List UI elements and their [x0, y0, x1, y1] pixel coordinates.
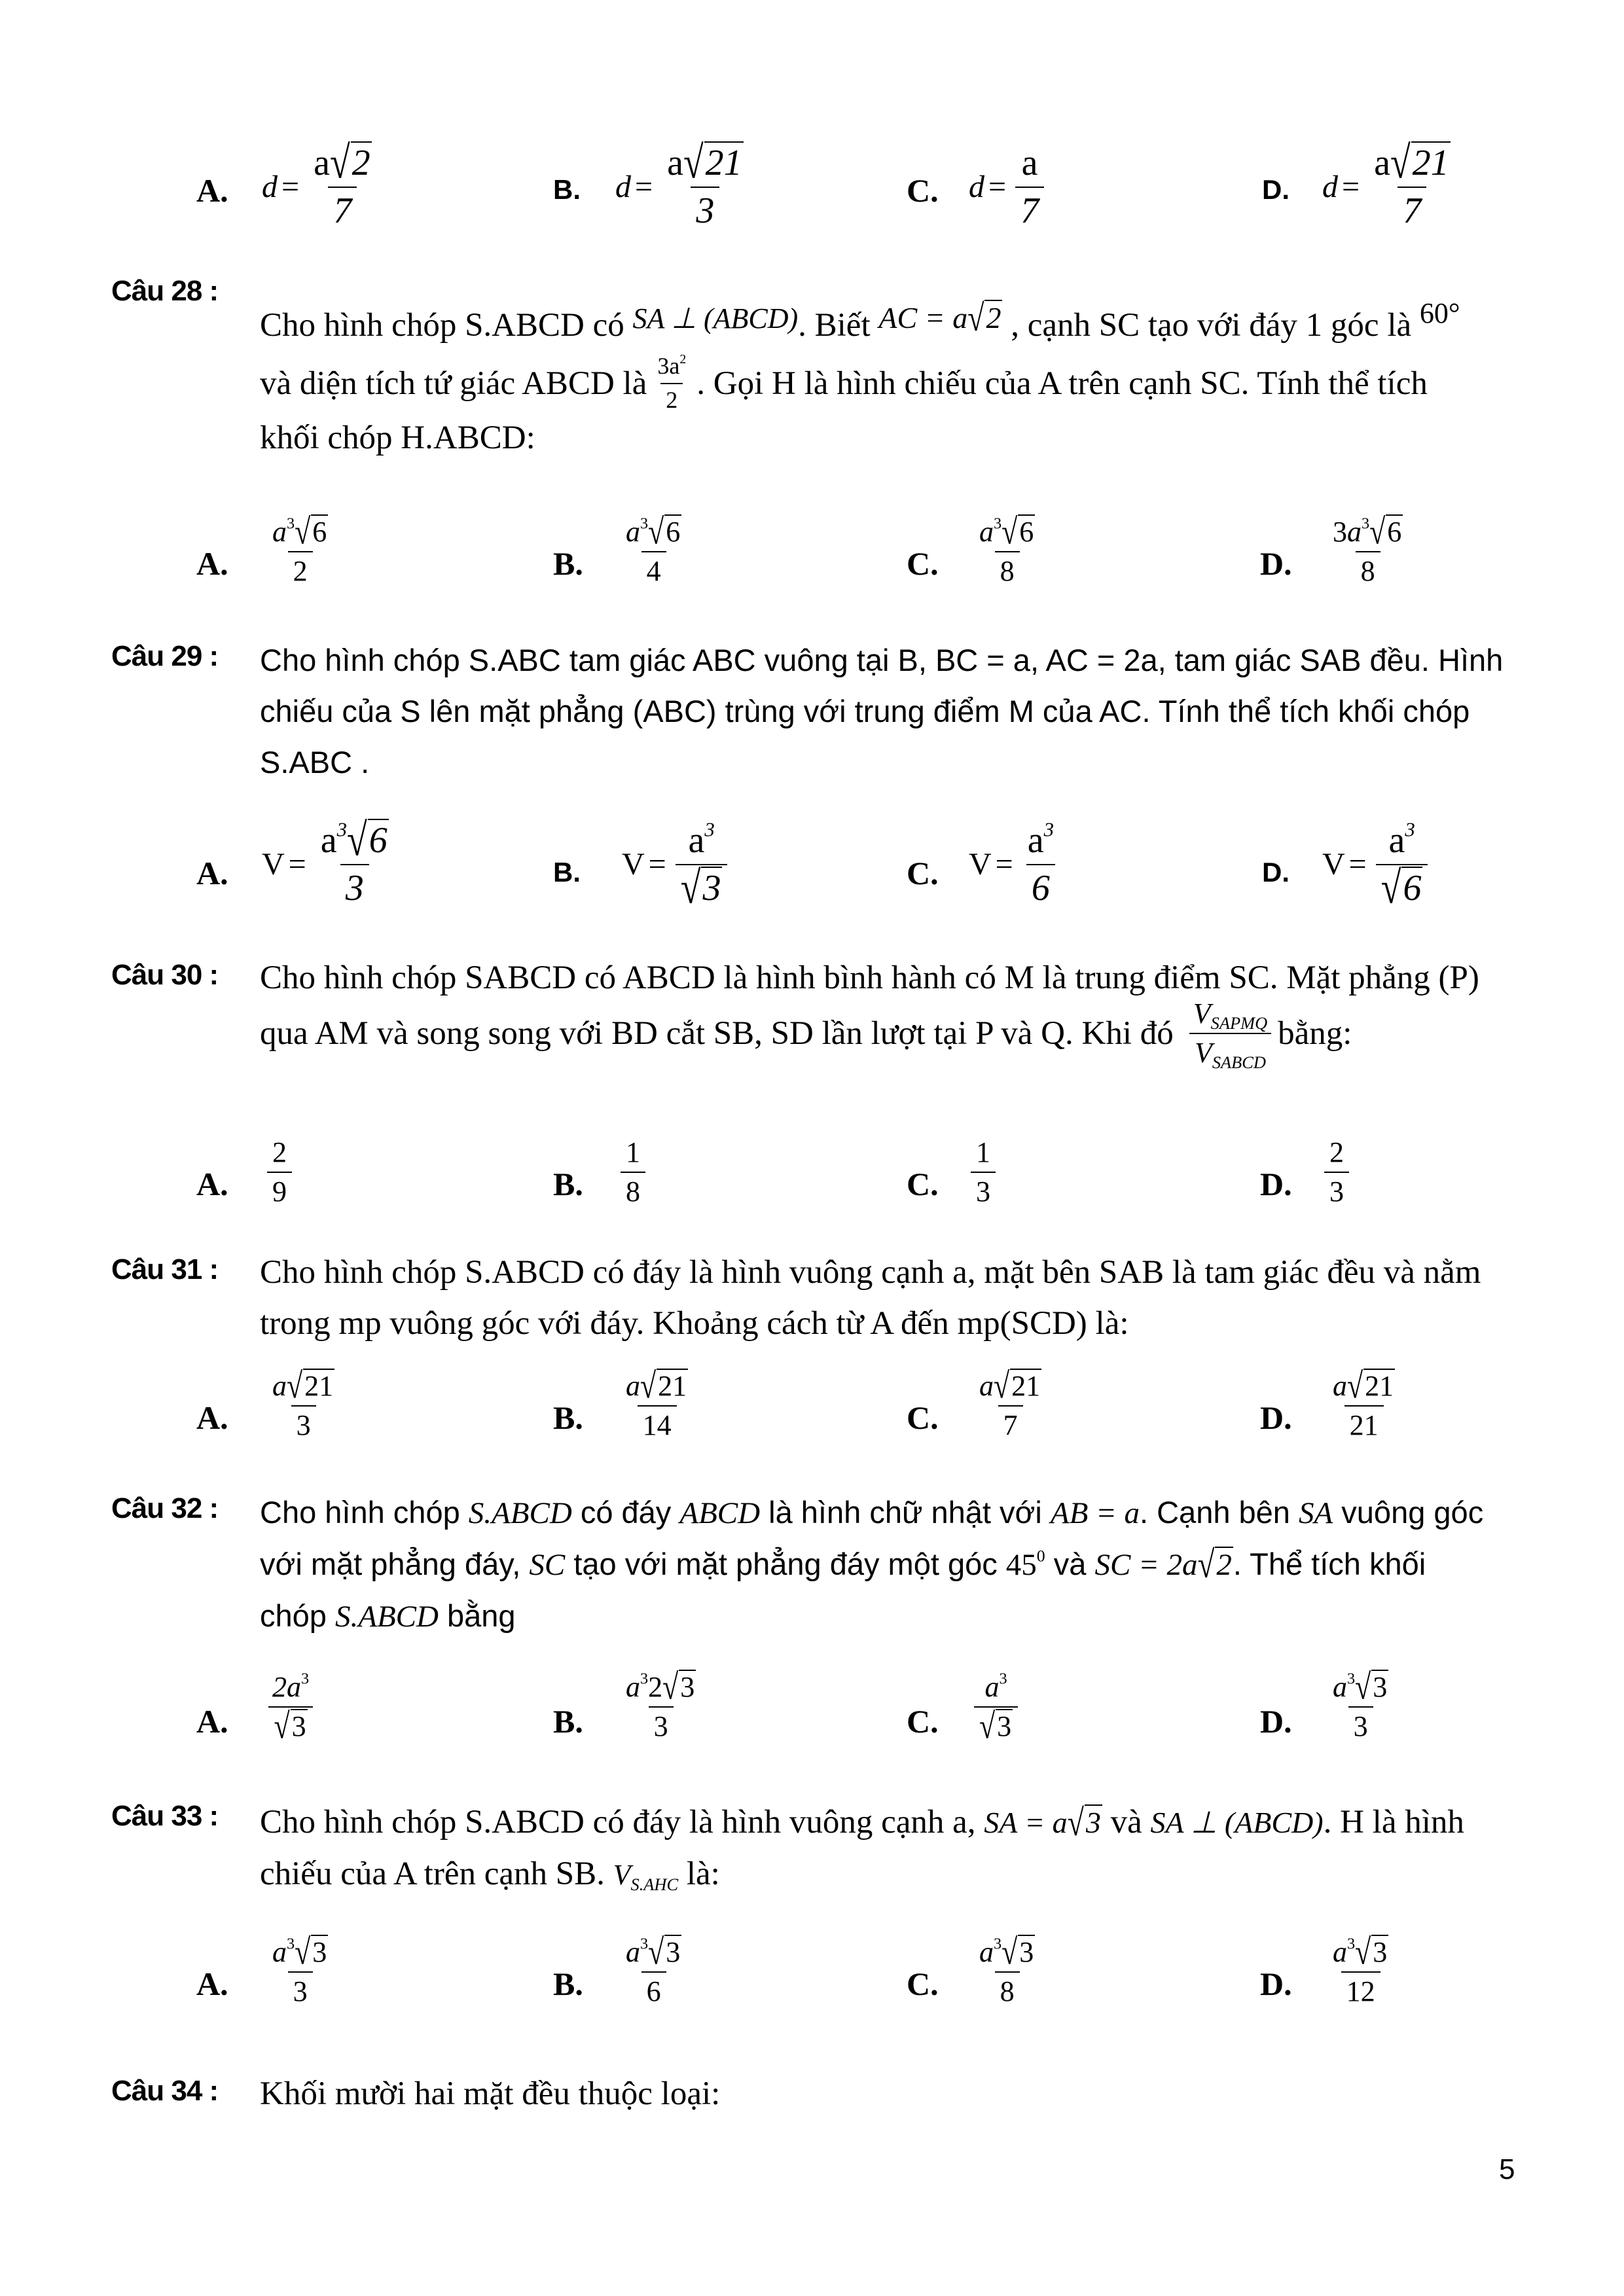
q29-options: [0, 815, 1624, 926]
q33-option-a[interactable]: $\frac{a^3√3}{3}$: [272, 1931, 327, 2008]
q30-option-d[interactable]: $\frac{2}{3}$: [1319, 1138, 1354, 1207]
q32-option-a[interactable]: $\frac{2a^3}{√3}$: [262, 1672, 319, 1742]
q31-option-c[interactable]: $\frac{a√21}{7}$: [979, 1365, 1041, 1442]
q29-option-d[interactable]: V = $\frac{a^3}{√6}$: [1322, 821, 1433, 908]
q34-text: Khối mười hai mặt đều thuộc loại:: [260, 2075, 721, 2112]
question-label: Câu 34 :: [111, 2075, 219, 2107]
question-label: Câu 33 :: [111, 1800, 219, 1832]
q33-option-c[interactable]: $\frac{a^3√3}{8}$: [979, 1931, 1034, 2008]
q28-text: Cho hình chóp S.ABCD có SA ⊥ (ABCD). Biết AC = a√2 , cạnh SC tạo với đáy 1 góc là 60° và diện tích tứ giác ABCD là $\frac{3a^2}{2}$ . Gọi H là hình chiếu của A trên cạnh SC. Tính thể tích khối chóp H.ABCD:: [260, 296, 1460, 456]
q31-option-d[interactable]: $\frac{a√21}{21}$: [1333, 1365, 1394, 1442]
option-letter[interactable]: D.: [1262, 174, 1290, 205]
q31-option-a[interactable]: $\frac{a√21}{3}$: [272, 1365, 334, 1442]
q28-option-c[interactable]: $\frac{a^3√6}{8}$: [979, 511, 1034, 588]
option-letter[interactable]: C.: [907, 1399, 939, 1436]
q28-option-a[interactable]: $\frac{a^3√6}{2}$: [272, 511, 327, 588]
option-letter[interactable]: D.: [1260, 1399, 1292, 1436]
option-letter[interactable]: B.: [553, 174, 581, 205]
q29-text: Cho hình chóp S.ABC tam giác ABC vuông tại B, BC = a, AC = 2a, tam giác SAB đều. Hình chiếu của S lên mặt phẳng (ABC) trùng với trung điểm M của AC. Tính thể tích khối chóp S.ABC .: [260, 643, 1504, 780]
q28-option-b[interactable]: $\frac{a^3√6}{4}$: [626, 511, 681, 588]
q33-options: [0, 1931, 1624, 2029]
question-label: Câu 29 :: [111, 640, 219, 672]
q29-option-b[interactable]: V = $\frac{a^3}{√3}$: [622, 821, 732, 908]
q30-text: Cho hình chóp SABCD có ABCD là hình bình hành có M là trung điểm SC. Mặt phẳng (P) qua AM và song song với BD cắt SB, SD lần lượt tại P và Q. Khi đó $\frac{V_{SAPMQ}}{V_{SABCD}}$ bằng:: [260, 960, 1479, 1073]
q33-option-b[interactable]: $\frac{a^3√3}{6}$: [626, 1931, 681, 2008]
question-label: Câu 30 :: [111, 959, 219, 991]
q29-option-c[interactable]: V = $\frac{a^3}{6}$: [969, 818, 1055, 908]
option-letter[interactable]: B.: [553, 1166, 583, 1202]
q30-option-c[interactable]: $\frac{1}{3}$: [965, 1138, 1001, 1207]
q32-text: Cho hình chóp S.ABCD có đáy ABCD là hình chữ nhật với AB = a. Cạnh bên SA vuông góc với mặt phẳng đáy, SC tạo với mặt phẳng đáy một góc $45^0$ và SC = 2a√2. Thể tích khối chóp S.ABCD bằng: [260, 1495, 1484, 1634]
q29-option-a[interactable]: V = $\frac{a^3√6}{3}$: [262, 815, 388, 908]
option-letter[interactable]: A.: [196, 1399, 228, 1436]
option-letter[interactable]: C.: [907, 1166, 939, 1202]
q32-option-c[interactable]: $\frac{a^3}{√3}$: [969, 1672, 1023, 1742]
q31-text: Cho hình chóp S.ABCD có đáy là hình vuông cạnh a, mặt bên SAB là tam giác đều và nằm trong mp vuông góc với đáy. Khoảng cách từ A đến mp(SCD) là:: [260, 1254, 1481, 1342]
option-letter[interactable]: A.: [196, 1965, 228, 2002]
q27-option-a[interactable]: d = $\frac{a√2}{7}$: [262, 137, 370, 231]
option-letter[interactable]: D.: [1262, 857, 1290, 888]
q33-text: Cho hình chóp S.ABCD có đáy là hình vuông cạnh a, SA = a√3 và SA ⊥ (ABCD). H là hình chiếu của A trên cạnh SB. $V_{S.AHC}$ là:: [260, 1801, 1464, 1895]
q32-option-d[interactable]: $\frac{a^3√3}{3}$: [1333, 1666, 1388, 1743]
q32-options: [0, 1666, 1624, 1770]
q27-option-c[interactable]: d = $\frac{a}{7}$: [969, 144, 1049, 230]
option-letter[interactable]: C.: [907, 172, 939, 209]
question-label: Câu 31 :: [111, 1253, 219, 1285]
question-label: Câu 32 :: [111, 1492, 219, 1524]
option-letter[interactable]: B.: [553, 857, 581, 888]
q27-option-d[interactable]: d = $\frac{a√21}{7}$: [1322, 137, 1449, 231]
page-number: 5: [1499, 2153, 1515, 2185]
q31-option-b[interactable]: $\frac{a√21}{14}$: [626, 1365, 687, 1442]
q32-option-b[interactable]: $\frac{a^32√3}{3}$: [626, 1666, 695, 1743]
option-letter[interactable]: A.: [196, 172, 228, 209]
option-letter[interactable]: D.: [1260, 1166, 1292, 1202]
option-letter[interactable]: C.: [907, 1965, 939, 2002]
q33-option-d[interactable]: $\frac{a^3√3}{12}$: [1333, 1931, 1388, 2008]
option-letter[interactable]: B.: [553, 1399, 583, 1436]
option-letter[interactable]: D.: [1260, 1703, 1292, 1740]
q27-option-b[interactable]: d = $\frac{a√21}{3}$: [615, 137, 742, 231]
option-letter[interactable]: B.: [553, 1703, 583, 1740]
option-letter[interactable]: A.: [196, 855, 228, 891]
q27-options: [0, 131, 1624, 249]
q28-options: [0, 511, 1624, 609]
q31-options: [0, 1365, 1624, 1463]
q28-option-d[interactable]: $\frac{3a^3√6}{8}$: [1333, 511, 1402, 588]
option-letter[interactable]: A.: [196, 1703, 228, 1740]
option-letter[interactable]: C.: [907, 1703, 939, 1740]
option-letter[interactable]: C.: [907, 855, 939, 891]
question-label: Câu 28 :: [111, 275, 219, 307]
option-letter[interactable]: D.: [1260, 1965, 1292, 2002]
option-letter[interactable]: B.: [553, 1965, 583, 2002]
option-letter[interactable]: D.: [1260, 545, 1292, 582]
option-letter[interactable]: C.: [907, 545, 939, 582]
option-letter[interactable]: B.: [553, 545, 583, 582]
q30-options: [0, 1138, 1624, 1229]
q30-option-b[interactable]: $\frac{1}{8}$: [615, 1138, 651, 1207]
option-letter[interactable]: A.: [196, 545, 228, 582]
q30-option-a[interactable]: $\frac{2}{9}$: [262, 1138, 297, 1207]
option-letter[interactable]: A.: [196, 1166, 228, 1202]
